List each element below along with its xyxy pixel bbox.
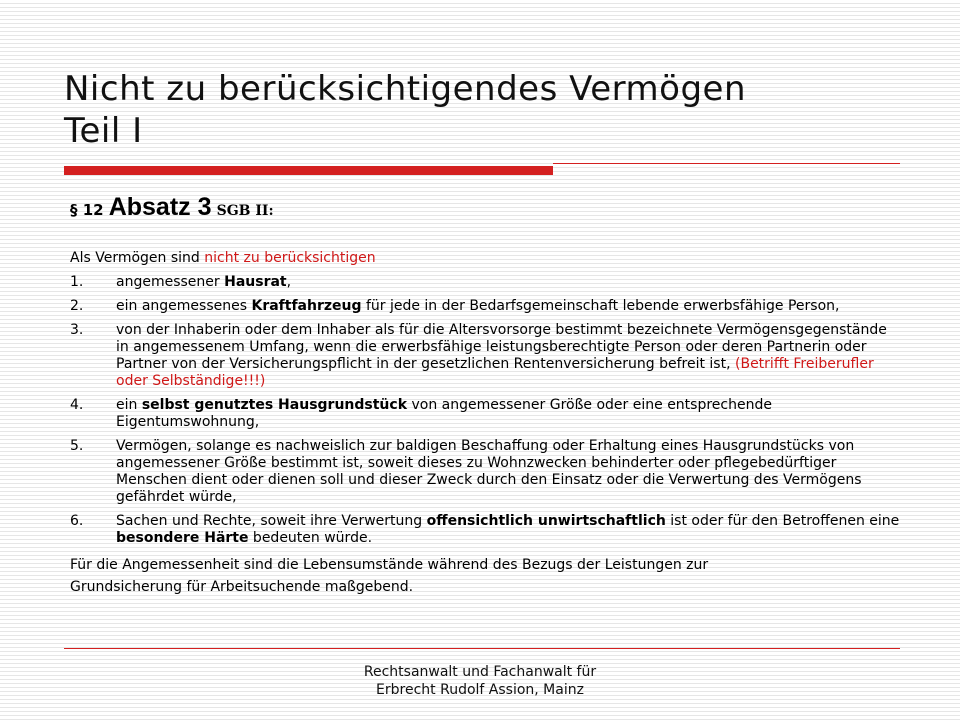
list-item [70, 274, 900, 291]
list-number: 5. [70, 438, 84, 454]
title-underline-thick [64, 166, 553, 175]
item-text: Sachen und Rechte, soweit ihre Verwertung [116, 513, 427, 529]
item-text: ein angemessenes [116, 298, 252, 314]
closing-line-2: Grundsicherung für Arbeitsuchende maßgebend. [70, 579, 414, 595]
intro-text [70, 250, 900, 267]
item-bold: besondere Härte [116, 530, 249, 546]
title-underline-thin [553, 163, 900, 164]
item-text: , [286, 274, 292, 290]
list-number: 6. [70, 513, 84, 529]
item-text: von angemessener Größe oder eine entsprechende Eigentumswohnung, [116, 397, 772, 430]
footer-line-2: Erbrecht Rudolf Assion, Mainz [376, 682, 584, 698]
item-text: Vermögen, solange es nachweislich zur baldigen Beschaffung oder Erhaltung eines Hausgrundstücks von angemessener Größe bestimmt ist, soweit dieses zu Wohnzwecken behinderter oder pflegebedürftiger Menschen dient oder dienen soll und dieser Zweck durch den Einsatz oder die Verwertung des Vermögens gefährdet würde, [116, 438, 862, 505]
section-absatz: Absatz 3 [108, 193, 212, 221]
list-number: 3. [70, 322, 84, 338]
intro-highlight: nicht zu berücksichtigen [204, 250, 376, 266]
item-bold: Hausrat [224, 274, 287, 290]
section-law: SGB II: [216, 203, 274, 219]
item-text: ist oder für den Betroffenen eine [665, 513, 900, 529]
item-text: ein [116, 397, 142, 413]
list-item [70, 397, 900, 431]
footer-divider [64, 648, 900, 649]
item-text: bedeuten würde. [248, 530, 373, 546]
slide-footer [280, 663, 680, 699]
list-item [70, 322, 900, 390]
item-bold: offensichtlich unwirtschaftlich [426, 513, 666, 529]
item-text: für jede in der Bedarfsgemeinschaft lebende erwerbsfähige Person, [361, 298, 840, 314]
list-item [70, 513, 900, 547]
section-paragraph: § 12 [70, 201, 104, 219]
footer-line-1: Rechtsanwalt und Fachanwalt für [363, 664, 597, 680]
slide-body [70, 250, 900, 598]
item-text: von der Inhaberin oder dem Inhaber als für die Altersvorsorge bestimmt bezeichnete Vermögensgegenstände in angemessenem Umfang, wenn die erwerbsfähige leistungsberechtigte Person oder deren Partnerin oder Partner von der Versicherungspflicht in der gesetzlichen Rentenversicherung befreit ist, [116, 322, 887, 372]
list-number: 1. [70, 274, 84, 290]
slide-title-line-2: Teil I [64, 111, 143, 151]
item-bold: selbst genutztes Hausgrundstück [141, 397, 408, 413]
item-highlight: (Betrifft Freiberufler oder Selbständige!!!) [116, 356, 874, 389]
list-item [70, 438, 900, 506]
item-text: angemessener [116, 274, 225, 290]
slide-title-line-1: Nicht zu berücksichtigendes Vermögen [64, 69, 747, 109]
closing-text [70, 554, 900, 598]
slide-title [64, 68, 924, 152]
list-number: 4. [70, 397, 84, 413]
closing-line-1: Für die Angemessenheit sind die Lebensumstände während des Bezugs der Leistungen zur [70, 557, 709, 573]
intro-prefix: Als Vermögen sind [70, 250, 205, 266]
section-heading [70, 193, 274, 222]
list-item [70, 298, 900, 315]
exemption-list [70, 274, 900, 547]
item-bold: Kraftfahrzeug [251, 298, 362, 314]
list-number: 2. [70, 298, 84, 314]
